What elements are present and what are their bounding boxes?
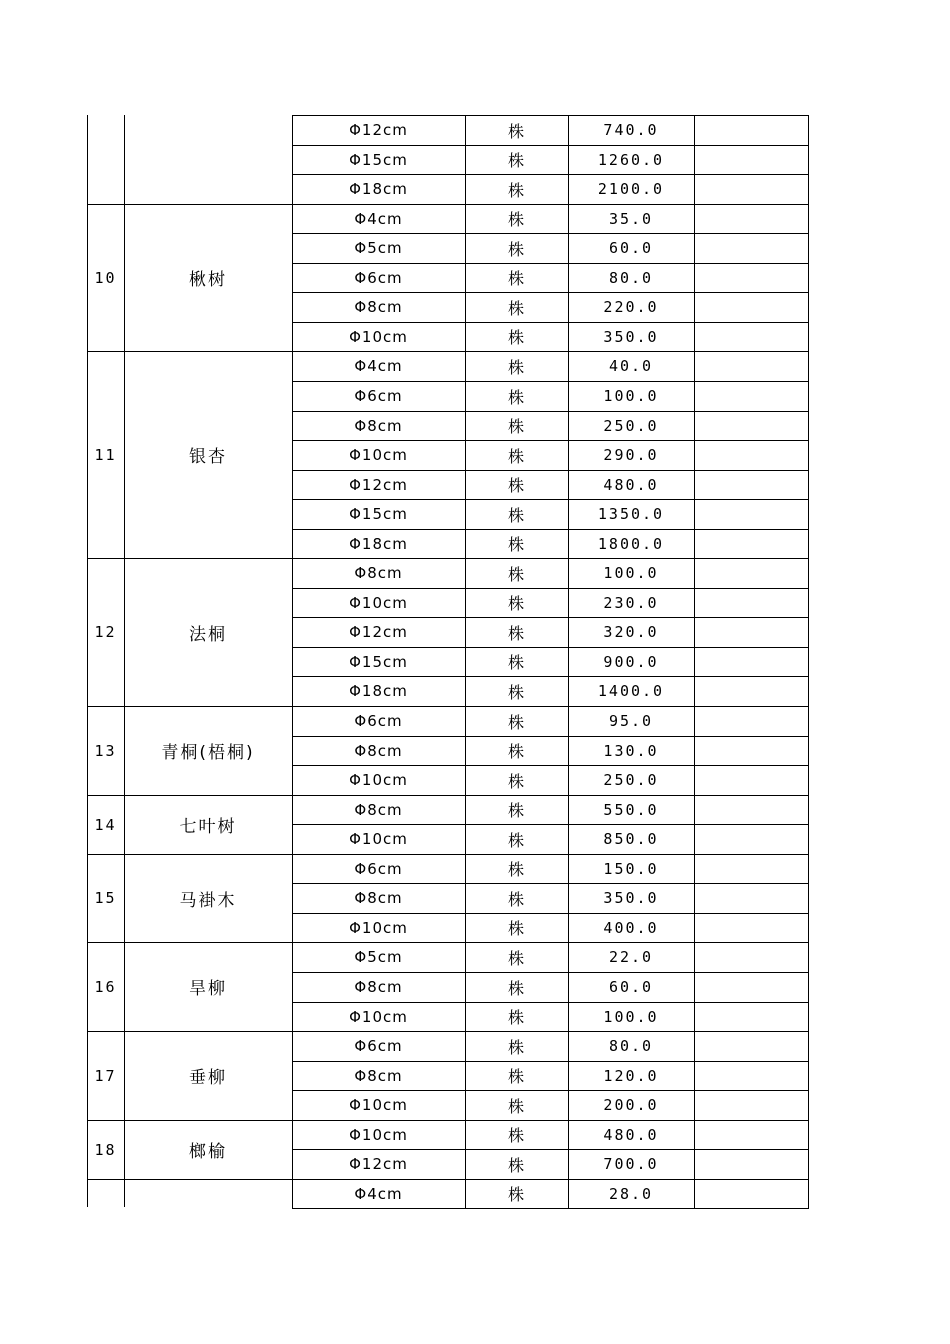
group-14-row-price: 550.0 bbox=[603, 800, 659, 819]
group-15-row-unit: 株 bbox=[507, 889, 525, 909]
row-border bbox=[292, 174, 809, 175]
group-11-row-note bbox=[694, 470, 808, 499]
group-16-row-unit: 株 bbox=[507, 948, 525, 968]
continuation-row-note bbox=[694, 174, 808, 204]
group-10-row-spec: Φ10cm bbox=[349, 327, 408, 346]
group-12-row-unit: 株 bbox=[507, 682, 525, 702]
group-15-row-note bbox=[694, 883, 808, 913]
group-14-row-spec: Φ10cm bbox=[349, 830, 408, 848]
group-11-row-note bbox=[694, 440, 808, 470]
continuation-row-note bbox=[694, 145, 808, 174]
tree-name: 马褂木 bbox=[179, 890, 237, 911]
row-border bbox=[292, 854, 809, 855]
continuation-row-price: 1260.0 bbox=[597, 150, 665, 169]
group-10-row-note bbox=[694, 233, 808, 263]
group-14-row-note bbox=[694, 795, 808, 824]
group-13-row-note bbox=[694, 765, 808, 795]
group-16-row-unit: 株 bbox=[507, 1008, 525, 1027]
partial-row-unit: 株 bbox=[507, 1185, 525, 1204]
col-border bbox=[694, 115, 695, 1209]
group-12-row-note bbox=[694, 558, 808, 588]
row-border bbox=[292, 1031, 809, 1032]
group-11-row-price: 290.0 bbox=[603, 446, 659, 464]
group-12-row-note bbox=[694, 647, 808, 676]
group-16-row-note bbox=[694, 942, 808, 972]
group-14-row-unit: 株 bbox=[507, 801, 525, 820]
group-11-row-note bbox=[694, 351, 808, 381]
group-11-row-unit: 株 bbox=[507, 357, 525, 377]
row-border bbox=[292, 795, 809, 796]
group-10-row-price: 350.0 bbox=[603, 327, 659, 346]
group-12-row-price: 230.0 bbox=[603, 593, 659, 612]
group-10-row-spec: Φ5cm bbox=[354, 239, 403, 257]
row-border bbox=[292, 1061, 809, 1062]
item-number: 16 bbox=[94, 977, 117, 996]
group-13-row-spec: Φ6cm bbox=[354, 712, 403, 730]
row-border bbox=[292, 115, 809, 116]
partial-row-price: 28.0 bbox=[608, 1184, 654, 1203]
group-15-row-spec: Φ6cm bbox=[354, 859, 403, 878]
item-number: 11 bbox=[94, 445, 117, 464]
group-11-row-spec: Φ6cm bbox=[354, 387, 403, 405]
continuation-row-spec: Φ12cm bbox=[349, 121, 408, 139]
continuation-row-price: 2100.0 bbox=[597, 180, 665, 198]
group-11-row-spec: Φ15cm bbox=[349, 505, 408, 523]
row-border bbox=[292, 1002, 809, 1003]
group-17-row-spec: Φ6cm bbox=[354, 1037, 403, 1055]
group-11-row-price: 1350.0 bbox=[597, 505, 665, 523]
tree-name: 旱柳 bbox=[189, 979, 227, 999]
row-border bbox=[292, 322, 809, 323]
col-border bbox=[808, 115, 809, 1209]
group-16-row-spec: Φ8cm bbox=[354, 978, 403, 996]
group-10-row-spec: Φ6cm bbox=[354, 268, 403, 287]
group-15-row-unit: 株 bbox=[507, 919, 525, 938]
group-13-row-unit: 株 bbox=[507, 712, 525, 732]
row-border bbox=[292, 972, 809, 973]
row-border bbox=[292, 617, 809, 618]
row-border bbox=[292, 647, 809, 648]
tree-name: 银杏 bbox=[189, 447, 227, 467]
group-12-row-note bbox=[694, 676, 808, 706]
group-11-row-price: 100.0 bbox=[603, 387, 659, 405]
continuation-row-unit: 株 bbox=[507, 151, 525, 170]
group-11-row-price: 1800.0 bbox=[597, 534, 665, 553]
continuation-row-price: 740.0 bbox=[603, 121, 659, 139]
continuation-row-spec: Φ15cm bbox=[349, 150, 408, 169]
group-11-row-note bbox=[694, 529, 808, 558]
group-10-row-spec: Φ8cm bbox=[354, 298, 403, 316]
tree-name: 七叶树 bbox=[179, 817, 237, 837]
group-13-row-unit: 株 bbox=[507, 771, 525, 791]
row-border bbox=[292, 204, 809, 205]
row-border bbox=[292, 883, 809, 884]
row-border bbox=[292, 263, 809, 264]
group-10-row-unit: 株 bbox=[507, 269, 525, 288]
group-12-row-unit: 株 bbox=[507, 653, 525, 672]
group-11-row-spec: Φ10cm bbox=[349, 446, 408, 464]
tree-name: 法桐 bbox=[189, 624, 227, 645]
group-12-row-unit: 株 bbox=[507, 564, 525, 584]
group-11-row-spec: Φ8cm bbox=[354, 416, 403, 435]
group-15-row-price: 400.0 bbox=[603, 918, 659, 937]
row-border bbox=[292, 145, 809, 146]
group-15-row-spec: Φ8cm bbox=[354, 889, 403, 907]
group-10-row-spec: Φ4cm bbox=[354, 209, 403, 228]
group-12-row-spec: Φ8cm bbox=[354, 564, 403, 582]
group-12-row-spec: Φ10cm bbox=[349, 593, 408, 612]
item-number: 18 bbox=[94, 1140, 117, 1159]
group-16-row-note bbox=[694, 972, 808, 1002]
group-10-row-unit: 株 bbox=[507, 328, 525, 347]
group-18-row-spec: Φ10cm bbox=[349, 1125, 408, 1144]
row-border bbox=[292, 1179, 809, 1180]
group-11-row-unit: 株 bbox=[507, 446, 525, 466]
group-12-row-price: 100.0 bbox=[603, 564, 659, 582]
partial-row-note bbox=[694, 1179, 808, 1208]
group-10-row-unit: 株 bbox=[507, 298, 525, 318]
row-border bbox=[292, 706, 809, 707]
row-border bbox=[292, 381, 809, 382]
item-number: 12 bbox=[94, 623, 117, 641]
group-16-row-unit: 株 bbox=[507, 978, 525, 998]
col-border-name bbox=[124, 115, 125, 1207]
row-border bbox=[292, 233, 809, 234]
group-17-row-spec: Φ8cm bbox=[354, 1066, 403, 1085]
group-11-row-unit: 株 bbox=[507, 387, 525, 407]
group-18-row-unit: 株 bbox=[507, 1155, 525, 1175]
group-10-row-note bbox=[694, 292, 808, 322]
row-border bbox=[292, 942, 809, 943]
group-11-row-spec: Φ12cm bbox=[349, 475, 408, 494]
group-10-row-price: 220.0 bbox=[603, 298, 659, 316]
row-border bbox=[292, 736, 809, 737]
group-18-row-note bbox=[694, 1149, 808, 1179]
group-12-row-note bbox=[694, 617, 808, 647]
row-border bbox=[292, 588, 809, 589]
group-18-row-price: 700.0 bbox=[603, 1155, 659, 1173]
group-18-row-note bbox=[694, 1120, 808, 1149]
group-18-row-spec: Φ12cm bbox=[349, 1155, 408, 1173]
group-13-row-spec: Φ8cm bbox=[354, 741, 403, 760]
row-border bbox=[292, 1090, 809, 1091]
group-12-row-price: 320.0 bbox=[603, 623, 659, 641]
group-11-row-note bbox=[694, 411, 808, 440]
row-border bbox=[292, 351, 809, 352]
group-10-row-price: 35.0 bbox=[608, 209, 654, 228]
group-10-row-note bbox=[694, 263, 808, 292]
group-17-row-unit: 株 bbox=[507, 1037, 525, 1057]
group-17-row-price: 200.0 bbox=[603, 1096, 659, 1114]
col-border bbox=[465, 115, 466, 1209]
group-17-row-note bbox=[694, 1061, 808, 1090]
continuation-row-unit: 株 bbox=[507, 180, 525, 200]
group-13-row-note bbox=[694, 706, 808, 736]
group-15-row-note bbox=[694, 854, 808, 883]
group-16-row-price: 22.0 bbox=[608, 948, 654, 966]
group-13-row-spec: Φ10cm bbox=[349, 771, 408, 789]
group-11-row-price: 480.0 bbox=[603, 475, 659, 494]
group-11-row-price: 40.0 bbox=[608, 357, 654, 375]
row-border bbox=[292, 529, 809, 530]
group-12-row-price: 1400.0 bbox=[597, 682, 665, 700]
group-10-row-note bbox=[694, 322, 808, 351]
group-16-row-spec: Φ10cm bbox=[349, 1007, 408, 1026]
group-15-row-price: 350.0 bbox=[603, 889, 659, 907]
group-15-row-price: 150.0 bbox=[603, 859, 659, 878]
group-15-row-note bbox=[694, 913, 808, 942]
group-15-row-spec: Φ10cm bbox=[349, 918, 408, 937]
group-16-row-spec: Φ5cm bbox=[354, 948, 403, 966]
tree-name: 榔榆 bbox=[189, 1142, 227, 1162]
row-border bbox=[292, 499, 809, 500]
group-11-row-note bbox=[694, 499, 808, 529]
group-18-row-unit: 株 bbox=[507, 1126, 525, 1145]
group-12-row-spec: Φ18cm bbox=[349, 682, 408, 700]
col-border bbox=[568, 115, 569, 1209]
group-10-row-price: 60.0 bbox=[608, 239, 654, 257]
group-12-row-unit: 株 bbox=[507, 623, 525, 643]
row-border bbox=[292, 1120, 809, 1121]
tree-name: 垂柳 bbox=[189, 1068, 227, 1088]
row-border bbox=[292, 1149, 809, 1150]
item-number: 17 bbox=[94, 1066, 117, 1085]
row-border bbox=[292, 558, 809, 559]
group-13-row-unit: 株 bbox=[507, 742, 525, 761]
group-12-row-spec: Φ12cm bbox=[349, 623, 408, 641]
group-17-row-unit: 株 bbox=[507, 1096, 525, 1116]
group-13-row-price: 95.0 bbox=[608, 712, 654, 730]
group-16-row-price: 100.0 bbox=[603, 1007, 659, 1026]
row-border bbox=[292, 824, 809, 825]
group-11-row-price: 250.0 bbox=[603, 416, 659, 435]
row-border bbox=[292, 913, 809, 914]
item-number: 10 bbox=[94, 268, 117, 287]
group-17-row-spec: Φ10cm bbox=[349, 1096, 408, 1114]
group-12-row-price: 900.0 bbox=[603, 652, 659, 671]
continuation-row-unit: 株 bbox=[507, 121, 525, 141]
group-14-row-spec: Φ8cm bbox=[354, 800, 403, 819]
group-11-row-unit: 株 bbox=[507, 417, 525, 436]
group-border bbox=[87, 1179, 292, 1180]
table-bottom-border bbox=[292, 1208, 809, 1209]
group-18-row-price: 480.0 bbox=[603, 1125, 659, 1144]
item-number: 15 bbox=[94, 889, 117, 907]
group-13-row-note bbox=[694, 736, 808, 765]
col-border-left bbox=[87, 115, 88, 1207]
item-number: 13 bbox=[94, 741, 117, 760]
group-14-row-unit: 株 bbox=[507, 830, 525, 850]
group-10-row-unit: 株 bbox=[507, 239, 525, 259]
group-11-row-spec: Φ18cm bbox=[349, 534, 408, 553]
group-13-row-price: 130.0 bbox=[603, 741, 659, 760]
group-10-row-price: 80.0 bbox=[608, 268, 654, 287]
group-14-row-price: 850.0 bbox=[603, 830, 659, 848]
group-17-row-note bbox=[694, 1031, 808, 1061]
group-17-row-price: 80.0 bbox=[608, 1037, 654, 1055]
item-number: 14 bbox=[94, 815, 117, 834]
group-17-row-price: 120.0 bbox=[603, 1066, 659, 1085]
partial-row-spec: Φ4cm bbox=[354, 1184, 403, 1203]
group-12-row-spec: Φ15cm bbox=[349, 652, 408, 671]
row-border bbox=[292, 411, 809, 412]
tree-name: 青桐(梧桐) bbox=[161, 743, 255, 763]
row-border bbox=[292, 292, 809, 293]
tree-name: 楸树 bbox=[189, 270, 227, 290]
row-border bbox=[292, 765, 809, 766]
col-border bbox=[292, 115, 293, 1209]
group-10-row-note bbox=[694, 204, 808, 233]
group-11-row-unit: 株 bbox=[507, 535, 525, 554]
row-border bbox=[292, 470, 809, 471]
group-16-row-note bbox=[694, 1002, 808, 1031]
group-11-row-note bbox=[694, 381, 808, 411]
group-12-row-unit: 株 bbox=[507, 594, 525, 613]
continuation-row-note bbox=[694, 115, 808, 145]
group-12-row-note bbox=[694, 588, 808, 617]
group-17-row-unit: 株 bbox=[507, 1067, 525, 1086]
group-16-row-price: 60.0 bbox=[608, 978, 654, 996]
group-11-row-unit: 株 bbox=[507, 476, 525, 495]
group-11-row-spec: Φ4cm bbox=[354, 357, 403, 375]
group-17-row-note bbox=[694, 1090, 808, 1120]
continuation-row-spec: Φ18cm bbox=[349, 180, 408, 198]
group-10-row-unit: 株 bbox=[507, 210, 525, 229]
group-15-row-unit: 株 bbox=[507, 860, 525, 879]
group-11-row-unit: 株 bbox=[507, 505, 525, 525]
row-border bbox=[292, 676, 809, 677]
group-14-row-note bbox=[694, 824, 808, 854]
group-13-row-price: 250.0 bbox=[603, 771, 659, 789]
row-border bbox=[292, 440, 809, 441]
